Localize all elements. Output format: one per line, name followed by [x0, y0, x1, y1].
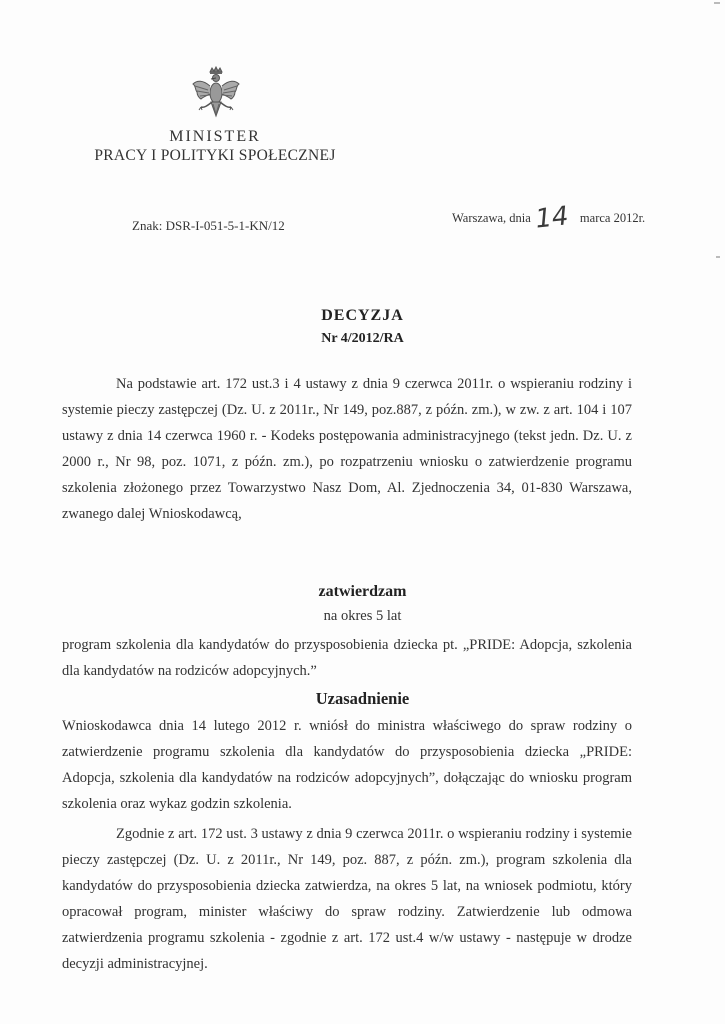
ministry-name: PRACY I POLITYKI SPOŁECZNEJ	[94, 147, 336, 164]
polish-eagle-emblem-icon	[191, 66, 241, 124]
approval-statement: zatwierdzam	[318, 583, 407, 600]
program-paragraph: program szkolenia dla kandydatów do przysposobienia dziecka pt. „PRIDE: Adopcja, szkolenia dla kandydatów na rodziców adopcyjnych.”	[62, 637, 632, 679]
approval-term: na okres 5 lat	[323, 608, 402, 624]
place-label: Warszawa, dnia	[452, 211, 531, 225]
justification-paragraph-1: Wnioskodawca dnia 14 lutego 2012 r. wniósł do ministra właściwego do spraw rodziny o zatwierdzenie programu szkolenia dla kandydatów do przysposobienia dziecka „PRIDE: Adopcja, szkolenia dla kandydatów na rodziców adopcyjnych”, dołączając do wniosku program szkolenia oraz wykaz godzin szkolenia.	[62, 718, 632, 812]
ministry-title: MINISTER	[169, 128, 261, 145]
month-year: marca 2012r.	[579, 211, 646, 225]
justification-heading: Uzasadnienie	[315, 689, 410, 708]
scan-mark	[714, 2, 720, 4]
handwritten-day: 14	[533, 201, 570, 235]
place-and-date	[452, 199, 646, 235]
decision-title: DECYZJA	[321, 307, 404, 324]
legal-basis-paragraph: Na podstawie art. 172 ust.3 i 4 ustawy z dnia 9 czerwca 2011r. o wspieraniu rodziny i systemie pieczy zastępczej (Dz. U. z 2011r., Nr 149, poz.887, z późn. zm.), w zw. z art. 104 i 107 ustawy z dnia 14 czerwca 1960 r. - Kodeks postępowania administracyjnego (tekst jedn. Dz. U. z 2000 r., Nr 98, poz. 1071, z późn. zm.), po rozpatrzeniu wniosku o zatwierdzenie programu szkolenia złożonego przez Towarzystwo Nasz Dom, Al. Zjednoczenia 34, 01-830 Warszawa, zwanego dalej Wnioskodawcą,	[62, 376, 632, 522]
justification-paragraph-2: Zgodnie z art. 172 ust. 3 ustawy z dnia 9 czerwca 2011r. o wspieraniu rodziny i systemie pieczy zastępczej (Dz. U. z 2011r., Nr 149, poz. 887, z późn. zm.), program szkolenia dla kandydatów do przysposobienia dziecka zatwierdza, na okres 5 lat, na wniosek podmiotu, który opracował program, minister właściwy do spraw rodziny. Zatwierdzenie lub odmowa zatwierdzenia programu szkolenia - zgodnie z art. 172 ust.4 w/w ustawy - następuje w drodze decyzji administracyjnej.	[62, 826, 632, 972]
reference-number: Znak: DSR-I-051-5-1-KN/12	[132, 218, 285, 233]
ministry-header	[40, 127, 390, 165]
scan-mark	[716, 256, 720, 258]
decision-number: Nr 4/2012/RA	[321, 331, 404, 346]
